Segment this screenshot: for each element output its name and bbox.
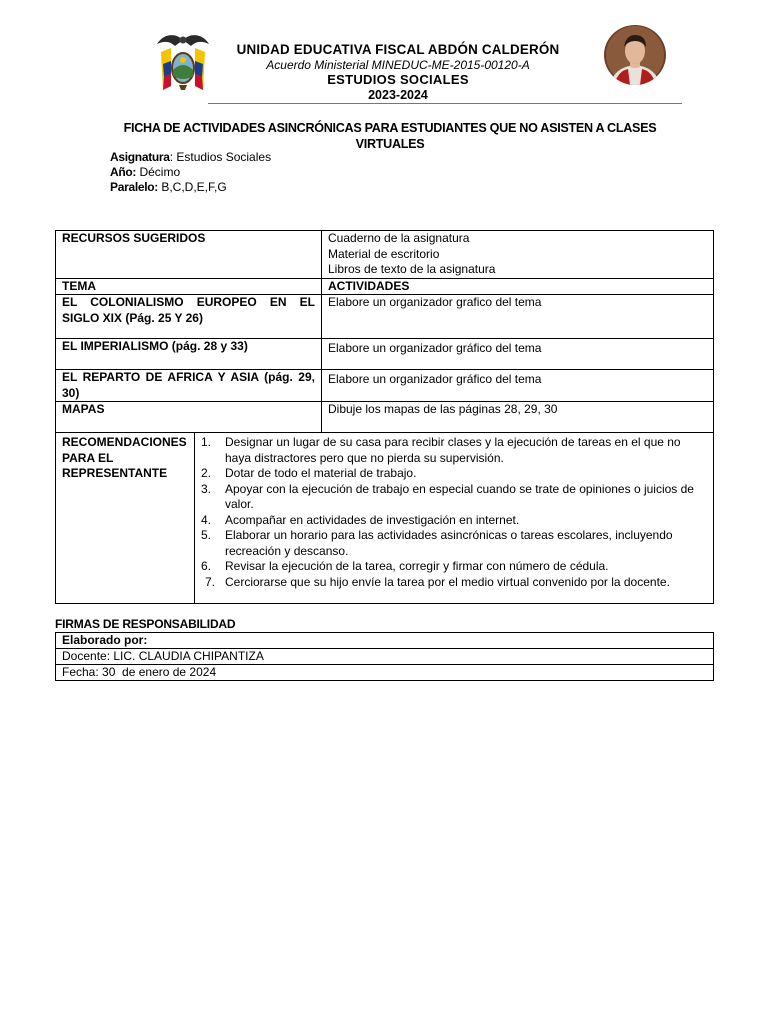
item-text: Apoyar con la ejecución de trabajo en especial cuando se trate de opiniones o juicios de valor. <box>225 481 694 511</box>
docente-value: Docente: LIC. CLAUDIA CHIPANTIZA <box>56 649 714 665</box>
table-row <box>56 633 714 649</box>
recomendaciones-list <box>199 435 703 590</box>
recomendaciones-row <box>56 433 714 604</box>
list-item: Cuaderno de la asignatura <box>328 231 470 245</box>
item-number: 7. <box>205 574 216 589</box>
table-row <box>56 433 714 604</box>
list-item <box>199 435 703 466</box>
asignatura-value: : Estudios Sociales <box>169 150 272 164</box>
recomendaciones-inner <box>56 433 713 603</box>
elaborado-label: Elaborado por: <box>56 633 714 649</box>
school-name: UNIDAD EDUCATIVA FISCAL ABDÓN CALDERÓN <box>236 42 560 57</box>
meta-asignatura <box>110 150 271 165</box>
fecha-value: Fecha: 30 de enero de 2024 <box>56 665 714 681</box>
table-row <box>56 339 714 370</box>
recomendaciones-list-cell <box>195 433 714 603</box>
list-item <box>199 559 703 575</box>
recursos-list <box>322 231 714 279</box>
paralelo-label: Paralelo: <box>110 180 158 194</box>
actividad-cell: Elabore un organizador gráfico del tema <box>322 339 714 370</box>
portrait-photo <box>604 25 666 85</box>
list-item <box>199 482 703 513</box>
actividad-cell: Elabore un organizador gráfico del tema <box>322 370 714 402</box>
school-year: 2023-2024 <box>368 88 428 102</box>
tema-cell: EL COLONIALISMO EUROPEO EN EL SIGLO XIX (Pág. 25 Y 26) <box>56 295 322 339</box>
firmas-title: FIRMAS DE RESPONSABILIDAD <box>55 617 236 631</box>
meta-anio <box>110 165 180 180</box>
anio-label: Año: <box>110 165 137 179</box>
actividad-cell: Elabore un organizador grafico del tema <box>322 295 714 339</box>
asignatura-label: Asignatura <box>110 150 170 164</box>
table-row <box>56 370 714 402</box>
ministerial-agreement: Acuerdo Ministerial MINEDUC-ME-2015-00120-A <box>266 58 530 72</box>
tema-cell: MAPAS <box>56 402 322 433</box>
table-header-row <box>56 278 714 295</box>
tema-cell: EL IMPERIALISMO (pág. 28 y 33) <box>56 339 322 370</box>
activities-table <box>55 230 714 604</box>
item-number: 5. <box>201 528 212 542</box>
actividades-header: ACTIVIDADES <box>322 278 714 295</box>
item-text: Designar un lugar de su casa para recibir clases y la ejecución de tareas en el que no haya distractores pero que no pierda su supervisión. <box>225 435 681 465</box>
table-row <box>56 231 714 279</box>
recursos-label: RECURSOS SUGERIDOS <box>56 231 322 279</box>
document-title: FICHA DE ACTIVIDADES ASINCRÓNICAS PARA ESTUDIANTES QUE NO ASISTEN A CLASES VIRTUALES <box>123 121 657 151</box>
item-number: 4. <box>201 512 212 527</box>
item-text: Dotar de todo el material de trabajo. <box>225 466 417 480</box>
table-row <box>56 649 714 665</box>
paralelo-value: B,C,D,E,F,G <box>158 180 227 194</box>
anio-value: Décimo <box>136 165 181 179</box>
item-text: Acompañar en actividades de investigación en internet. <box>225 512 520 527</box>
meta-paralelo <box>110 180 227 195</box>
list-item <box>199 513 703 529</box>
header-divider <box>208 103 682 104</box>
list-item: Libros de texto de la asignatura <box>328 262 496 276</box>
tema-cell: EL REPARTO DE AFRICA Y ASIA (pág. 29, 30) <box>56 370 322 402</box>
item-number: 1. <box>201 435 212 449</box>
item-text: Cerciorarse que su hijo envíe la tarea por el medio virtual convenido por la docente. <box>225 574 670 589</box>
signatures-table <box>55 632 714 681</box>
list-item: Material de escritorio <box>328 246 440 261</box>
item-number: 6. <box>201 559 212 573</box>
table-row <box>56 402 714 433</box>
item-number: 2. <box>201 466 212 480</box>
item-text: Revisar la ejecución de la tarea, corregir y firmar con número de cédula. <box>225 559 609 573</box>
tema-header: TEMA <box>56 278 322 295</box>
actividad-cell: Dibuje los mapas de las páginas 28, 29, 30 <box>322 402 714 433</box>
list-item <box>199 575 703 591</box>
table-row <box>56 665 714 681</box>
list-item <box>199 528 703 559</box>
item-number: 3. <box>201 481 212 496</box>
coat-of-arms-icon <box>155 30 211 94</box>
list-item <box>199 466 703 482</box>
table-row <box>56 295 714 339</box>
recomendaciones-label: RECOMENDACIONES PARA EL REPRESENTANTE <box>56 433 195 603</box>
item-text: Elaborar un horario para las actividades asincrónicas o tareas escolares, incluyendo recreación y descanso. <box>225 528 673 558</box>
subject-heading: ESTUDIOS SOCIALES <box>327 72 469 87</box>
